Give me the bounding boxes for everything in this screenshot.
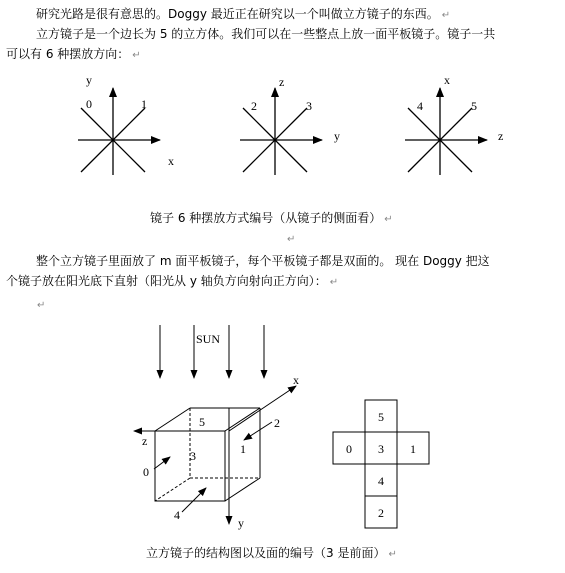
x-axis-label: x [293, 373, 299, 387]
mirror-number: 5 [471, 99, 477, 113]
net-label: 1 [410, 442, 416, 456]
axis-label: z [498, 129, 504, 143]
mirror-number: 0 [86, 97, 92, 111]
para1-line1: 研究光路是很有意思的。Doggy 最近正在研究以一个叫做立方镜子的东西。 ↵ [36, 7, 451, 21]
face-label-left: 0 [143, 465, 149, 479]
para1-line3: 可以有 6 种摆放方向： ↵ [6, 47, 141, 61]
axis-label: z [279, 75, 285, 89]
mirror-number: 4 [417, 99, 423, 113]
paragraph-mark-icon: ↵ [388, 549, 397, 560]
y-axis-label: y [238, 516, 244, 530]
sun-label: SUN [196, 332, 221, 346]
para2-line1: 整个立方镜子里面放了 m 面平板镜子，每个平板镜子都是双面的。 现在 Doggy 把这 [36, 254, 490, 268]
paragraph-mark-icon: ↵ [287, 234, 296, 245]
net-label: 4 [378, 474, 384, 488]
face-label-top: 5 [199, 415, 205, 429]
net-label: 2 [378, 506, 384, 520]
mirror-number: 1 [141, 97, 147, 111]
mirror-number: 3 [306, 99, 312, 113]
axis-label: x [444, 73, 450, 87]
net-label: 5 [378, 410, 384, 424]
face-label-back: 2 [274, 416, 280, 430]
para2-line2: 个镜子放在阳光底下直射（阳光从 y 轴负方向射向正方向）： ↵ [6, 274, 339, 288]
face-label-bottom: 4 [174, 508, 180, 522]
face-label-front: 3 [190, 449, 196, 463]
mirror-number: 2 [251, 99, 257, 113]
axis-label: y [334, 129, 340, 143]
z-axis-label: z [142, 434, 148, 448]
net-label: 0 [346, 442, 352, 456]
paragraph-mark-icon: ↵ [441, 10, 451, 21]
axis-label: y [86, 73, 92, 87]
axis-label: x [168, 154, 174, 168]
para1-line2: 立方镜子是一个边长为 5 的立方体。我们可以在一些整点上放一面平板镜子。镜子一共 [36, 27, 496, 41]
paragraph-mark-icon: ↵ [132, 50, 141, 61]
net-label: 3 [378, 442, 384, 456]
paragraph-mark-icon: ↵ [37, 300, 46, 311]
paragraph-mark-icon: ↵ [384, 214, 393, 225]
paragraph-mark-icon: ↵ [329, 277, 339, 288]
figure1-caption: 镜子 6 种摆放方式编号（从镜子的侧面看） ↵ [150, 211, 393, 225]
face-pointers [154, 422, 272, 512]
cube-axes [134, 386, 296, 524]
face-label-right: 1 [240, 442, 246, 456]
figure2-caption: 立方镜子的结构图以及面的编号（3 是前面） ↵ [146, 546, 397, 560]
